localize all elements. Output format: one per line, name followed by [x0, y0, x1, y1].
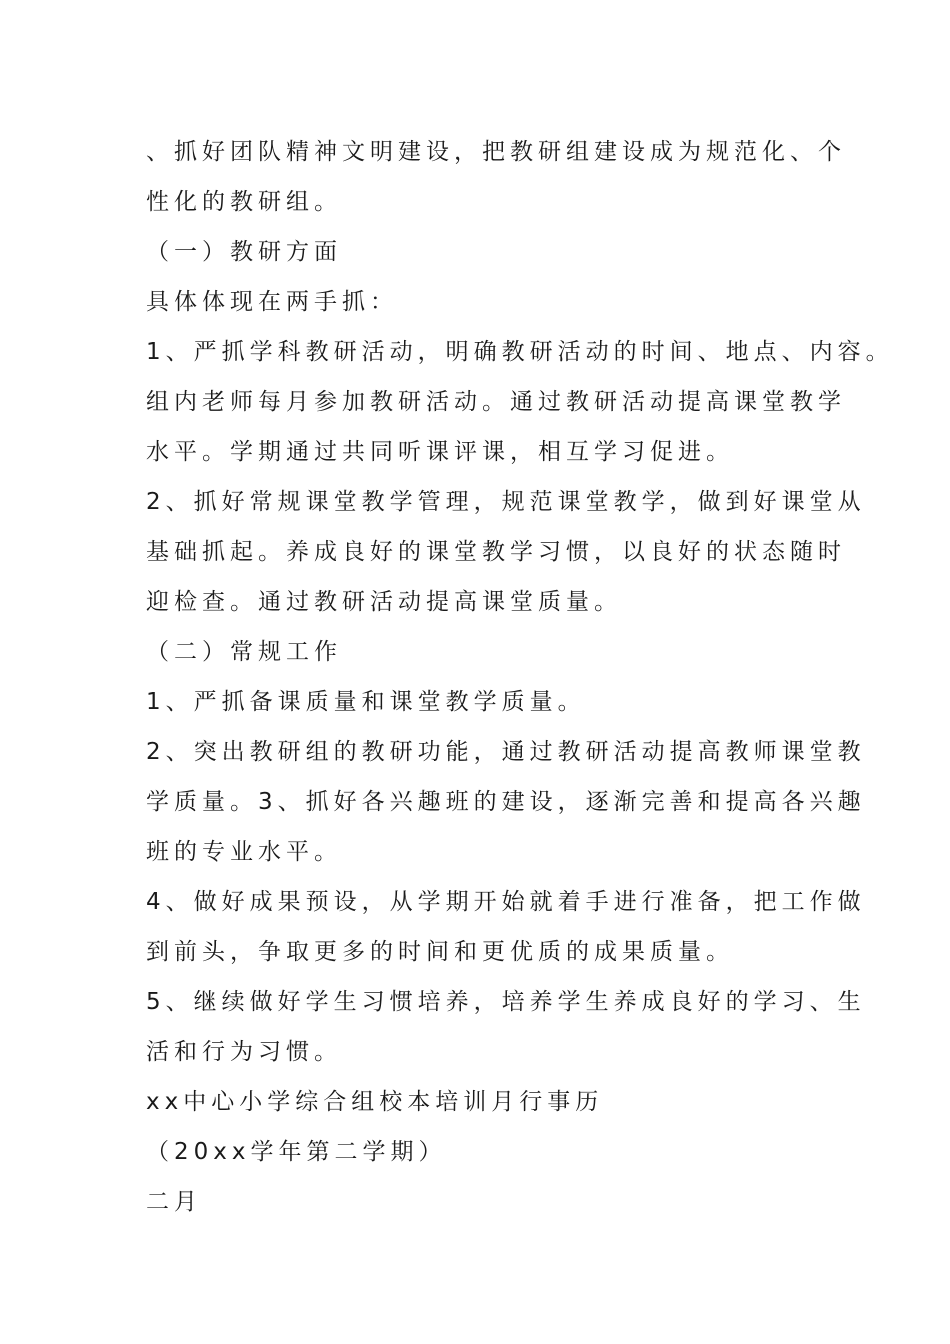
semester-label: （20xx学年第二学期）: [146, 1139, 447, 1165]
text-line: 组内老师每月参加教研活动。通过教研活动提高课堂教学: [146, 389, 846, 415]
text-line: 2、突出教研组的教研功能，通过教研活动提高教师课堂教: [146, 739, 866, 765]
text-line: 4、做好成果预设，从学期开始就着手进行准备，把工作做: [146, 889, 866, 915]
month-label: 二月: [146, 1189, 202, 1215]
text-line: 学质量。3、抓好各兴趣班的建设，逐渐完善和提高各兴趣: [146, 789, 866, 815]
text-line: 活和行为习惯。: [146, 1039, 342, 1065]
text-line: 、抓好团队精神文明建设，把教研组建设成为规范化、个: [146, 139, 846, 165]
text-line: 5、继续做好学生习惯培养，培养学生养成良好的学习、生: [146, 989, 866, 1015]
text-line: 基础抓起。养成良好的课堂教学习惯，以良好的状态随时: [146, 539, 846, 565]
section-heading: （一）教研方面: [146, 239, 342, 265]
calendar-title: xx中心小学综合组校本培训月行事历: [146, 1089, 604, 1115]
text-line: 班的专业水平。: [146, 839, 342, 865]
text-line: 1、严抓备课质量和课堂教学质量。: [146, 689, 586, 715]
text-line: 到前头，争取更多的时间和更优质的成果质量。: [146, 939, 734, 965]
text-line: 2、抓好常规课堂教学管理，规范课堂教学，做到好课堂从: [146, 489, 866, 515]
text-line: 具体体现在两手抓：: [146, 289, 398, 315]
text-line: 水平。学期通过共同听课评课，相互学习促进。: [146, 439, 734, 465]
document-body: [146, 127, 894, 1227]
text-line: 性化的教研组。: [146, 189, 342, 215]
text-line: 迎检查。通过教研活动提高课堂质量。: [146, 589, 622, 615]
text-line: 1、严抓学科教研活动，明确教研活动的时间、地点、内容。: [146, 339, 894, 365]
section-heading: （二）常规工作: [146, 639, 342, 665]
